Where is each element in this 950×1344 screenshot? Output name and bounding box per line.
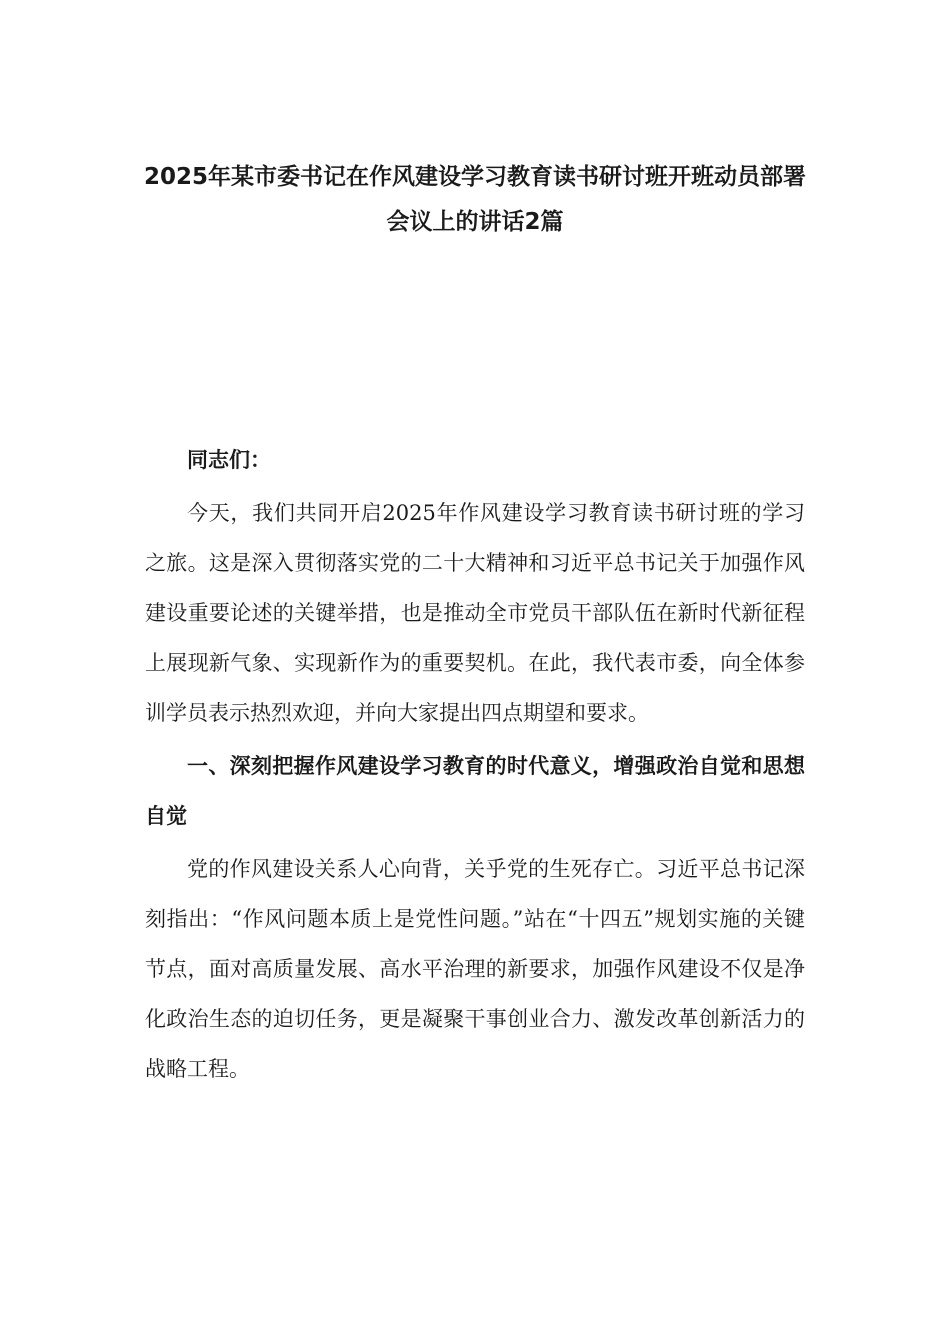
document-title: 2025年某市委书记在作风建设学习教育读书研讨班开班动员部署会议上的讲话2篇 [143, 164, 806, 235]
section-heading-1: 一、深刻把握作风建设学习教育的时代意义，增强政治自觉和思想自觉 [145, 754, 805, 828]
document-body [145, 435, 805, 1094]
paragraph-intro: 今天，我们共同开启2025年作风建设学习教育读书研讨班的学习之旅。这是深入贯彻落实党的二十大精神和习近平总书记关于加强作风建设重要论述的关键举措，也是推动全市党员干部队伍在新时代新征程上展现新气象、实现新作为的重要契机。在此，我代表市委，向全体参训学员表示热烈欢迎，并向大家提出四点期望和要求。 [145, 501, 805, 725]
paragraph-section-1: 党的作风建设关系人心向背，关乎党的生死存亡。习近平总书记深刻指出：“作风问题本质上是党性问题。”站在“十四五”规划实施的关键节点，面对高质量发展、高水平治理的新要求，加强作风建设不仅是净化政治生态的迫切任务，更是凝聚干事创业合力、激发改革创新活力的战略工程。 [145, 857, 805, 1081]
salutation: 同志们： [187, 448, 271, 472]
